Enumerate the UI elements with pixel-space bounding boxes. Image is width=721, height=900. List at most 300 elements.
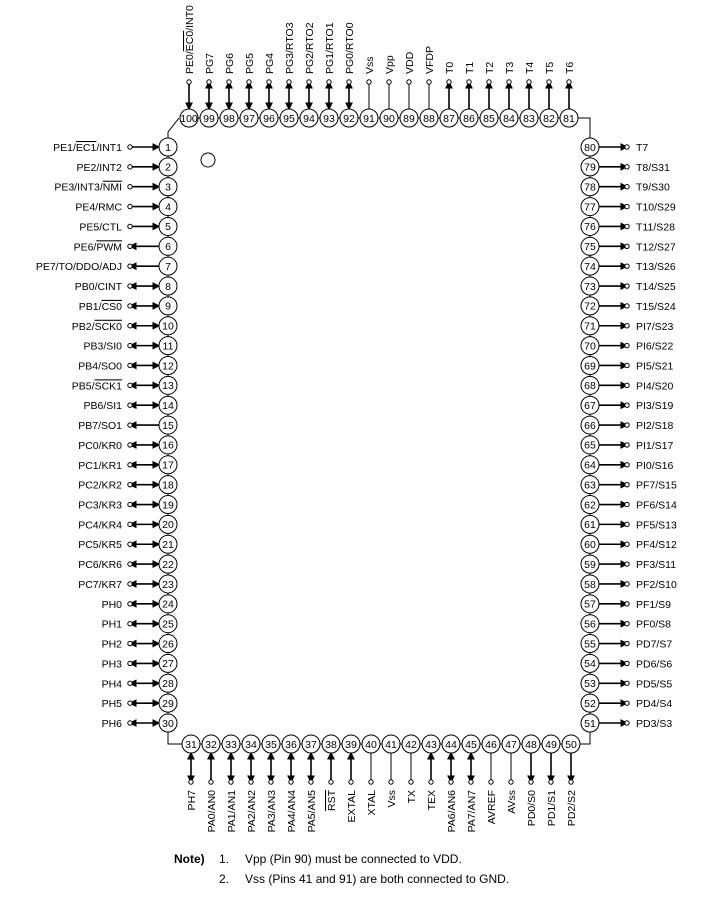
terminal-icon <box>128 522 132 526</box>
pin-label: PB1/CS0 <box>78 300 122 313</box>
pin-number: 13 <box>162 380 174 393</box>
pin-label: PB2/SCK0 <box>71 320 122 333</box>
terminal-icon <box>128 324 132 328</box>
terminal-icon <box>128 343 132 347</box>
terminal-icon <box>625 324 629 328</box>
pin-label: T12/S27 <box>636 241 676 254</box>
pin-number: 12 <box>162 360 174 373</box>
terminal-icon <box>625 343 629 347</box>
terminal-icon <box>128 443 132 447</box>
pin-label: T11/S28 <box>636 221 675 234</box>
terminal-icon <box>128 621 132 625</box>
pin-number: 29 <box>162 697 174 710</box>
pin-number: 10 <box>162 320 174 333</box>
pin-number: 69 <box>584 360 596 373</box>
note-text: Vss (Pins 41 and 91) are both connected to GND. <box>245 872 510 886</box>
pin-label: PC6/KR6 <box>78 559 122 572</box>
pin-label: PB5/SCK1 <box>71 380 122 393</box>
terminal-icon <box>625 403 629 407</box>
pin-number: 41 <box>385 738 397 751</box>
pin-label: PI0/S16 <box>636 459 674 472</box>
pin-number: 78 <box>584 181 596 194</box>
pin-label: PD6/S6 <box>636 658 673 671</box>
pin-36 <box>282 735 300 832</box>
pin-number: 42 <box>405 738 417 751</box>
pin-92 <box>340 22 358 127</box>
pin-label: PD1/S1 <box>546 790 558 827</box>
terminal-icon <box>625 542 629 546</box>
pin-100 <box>180 5 198 127</box>
pin-number: 84 <box>503 112 515 125</box>
pin-58 <box>581 575 677 593</box>
terminal-icon <box>625 244 629 248</box>
pin-label: PB6/SI1 <box>83 400 122 413</box>
terminal-icon <box>128 661 132 665</box>
pin-99 <box>200 53 218 127</box>
pin-label: T0 <box>444 61 456 74</box>
terminal-icon <box>128 542 132 546</box>
pin-number: 32 <box>205 738 217 751</box>
pin-68 <box>581 376 674 394</box>
pin-56 <box>581 615 671 633</box>
pin-label: PE4/RMC <box>75 201 122 214</box>
terminal-icon <box>487 80 491 84</box>
pin-14 <box>83 396 177 414</box>
terminal-icon <box>128 423 132 427</box>
terminal-icon <box>128 185 132 189</box>
pin-19 <box>78 496 177 514</box>
terminal-icon <box>128 165 132 169</box>
pin-label: PE2/INT2 <box>76 161 122 174</box>
pin-67 <box>581 396 674 414</box>
pin-47 <box>502 735 520 814</box>
terminal-icon <box>527 80 531 84</box>
pin-label: PC7/KR7 <box>78 578 122 591</box>
pin-label: PG4 <box>264 52 276 74</box>
terminal-icon <box>209 780 213 784</box>
pin-20 <box>78 515 177 533</box>
pin-label: PE5/CTL <box>79 221 122 234</box>
terminal-icon <box>507 80 511 84</box>
pin-number: 37 <box>305 738 317 751</box>
terminal-icon <box>467 80 471 84</box>
terminal-icon <box>287 80 291 84</box>
terminal-icon <box>625 443 629 447</box>
pin-78 <box>581 178 670 196</box>
pin-number: 39 <box>345 738 357 751</box>
pin-61 <box>581 515 677 533</box>
terminal-icon <box>509 780 513 784</box>
pin-74 <box>581 257 676 275</box>
pin-33 <box>222 735 240 832</box>
pin-number: 79 <box>584 161 596 174</box>
pin-number: 20 <box>162 519 174 532</box>
pin-number: 17 <box>162 459 174 472</box>
pin-10 <box>72 317 177 335</box>
pin-number: 51 <box>584 717 596 730</box>
pin-label: VDD <box>404 51 416 74</box>
pin-number: 23 <box>162 578 174 591</box>
terminal-icon <box>367 80 371 84</box>
pin-label: EXTAL <box>346 790 358 823</box>
pin-label: T4 <box>524 61 536 74</box>
pin-number: 11 <box>162 340 174 353</box>
pin-label: RST <box>326 790 338 811</box>
pin-48 <box>522 735 540 826</box>
pin-69 <box>581 356 674 374</box>
pin-number: 22 <box>162 558 174 571</box>
pin-number: 76 <box>584 221 596 234</box>
pin-50 <box>562 735 580 826</box>
pin-number: 71 <box>584 320 596 333</box>
pin-label: PH6 <box>101 718 122 730</box>
terminal-icon <box>349 780 353 784</box>
pin-number: 31 <box>185 738 197 751</box>
terminal-icon <box>447 80 451 84</box>
pin-label: TEX <box>426 790 438 811</box>
pin-number: 88 <box>423 112 435 125</box>
pin-55 <box>581 635 672 653</box>
pin-46 <box>482 735 500 824</box>
pin-77 <box>581 198 676 216</box>
terminal-icon <box>128 502 132 506</box>
pin-number: 57 <box>584 598 596 611</box>
pin-25 <box>102 615 177 633</box>
terminal-icon <box>449 780 453 784</box>
pin-label: PE1/EC1/INT1 <box>53 142 122 154</box>
pin-label: PG1/RTO1 <box>324 22 336 74</box>
pin-label: PH4 <box>101 678 122 691</box>
pin-number: 91 <box>363 112 375 125</box>
terminal-icon <box>229 780 233 784</box>
pin-number: 83 <box>523 112 535 125</box>
pin-24 <box>102 595 177 613</box>
pin-number: 8 <box>165 280 171 293</box>
pin-label: T15/S24 <box>636 300 676 313</box>
pin-90 <box>380 55 398 127</box>
pin-number: 45 <box>465 738 477 751</box>
terminal-icon <box>307 80 311 84</box>
pin-57 <box>581 595 671 613</box>
terminal-icon <box>128 264 132 268</box>
pin-number: 55 <box>584 638 596 651</box>
pin-label: T10/S29 <box>636 201 676 214</box>
pin-37 <box>302 735 320 832</box>
bottom-pin-row <box>182 735 580 832</box>
pin-75 <box>581 237 676 255</box>
pin-12 <box>78 356 177 374</box>
pin-7 <box>36 257 177 275</box>
terminal-icon <box>387 80 391 84</box>
terminal-icon <box>625 602 629 606</box>
pin-label: PB3/SI0 <box>83 340 122 353</box>
terminal-icon <box>625 185 629 189</box>
pin-39 <box>342 735 360 822</box>
pin-number: 100 <box>180 112 198 125</box>
pin-label: PC2/KR2 <box>78 479 122 492</box>
pin-label: T6 <box>564 61 576 74</box>
pin-number: 4 <box>165 201 171 214</box>
pin-label: PB4/SO0 <box>78 360 122 373</box>
terminal-icon <box>625 681 629 685</box>
terminal-icon <box>407 80 411 84</box>
pin-number: 80 <box>584 141 596 154</box>
pin-label: T13/S26 <box>636 261 676 274</box>
terminal-icon <box>625 522 629 526</box>
pin-number: 60 <box>584 539 596 552</box>
top-pin-row <box>180 5 578 127</box>
pin-number: 59 <box>584 558 596 571</box>
terminal-icon <box>625 502 629 506</box>
pin-83 <box>520 62 538 127</box>
terminal-icon <box>327 80 331 84</box>
pin-label: AVss <box>506 790 518 814</box>
pin-number: 18 <box>162 479 174 492</box>
terminal-icon <box>567 80 571 84</box>
pin-76 <box>581 217 675 235</box>
pin-number: 54 <box>584 658 596 671</box>
pin-number: 93 <box>323 112 335 125</box>
terminal-icon <box>128 582 132 586</box>
pin-label: T7 <box>636 142 649 154</box>
terminal-icon <box>625 482 629 486</box>
pin-62 <box>581 496 677 514</box>
pin-number: 64 <box>584 459 596 472</box>
terminal-icon <box>625 721 629 725</box>
pin-label: PC3/KR3 <box>78 499 122 512</box>
terminal-icon <box>329 780 333 784</box>
right-pin-row <box>581 138 677 732</box>
pin-51 <box>581 714 672 732</box>
pin-label: PH3 <box>101 658 122 671</box>
terminal-icon <box>625 463 629 467</box>
pin-96 <box>260 53 278 127</box>
pin-81 <box>560 62 578 127</box>
pin-72 <box>581 297 676 315</box>
terminal-icon <box>625 423 629 427</box>
pin-label: Vss <box>386 790 398 808</box>
terminal-icon <box>247 80 251 84</box>
pin-64 <box>581 456 674 474</box>
pin-number: 72 <box>584 300 596 313</box>
terminal-icon <box>625 383 629 387</box>
pin-18 <box>78 476 177 494</box>
pin-label: PG2/RTO2 <box>304 22 316 74</box>
pin-label: PG5 <box>244 52 256 74</box>
pin-38 <box>322 735 340 811</box>
terminal-icon <box>128 363 132 367</box>
pin-number: 2 <box>165 161 171 174</box>
pin-label: PA6/AN6 <box>446 790 458 833</box>
pin-label: PI4/S20 <box>636 380 674 393</box>
terminal-icon <box>625 701 629 705</box>
terminal-icon <box>625 204 629 208</box>
pin-label: PI3/S19 <box>636 400 674 413</box>
pin-number: 68 <box>584 380 596 393</box>
pin-label: Vss <box>364 56 376 74</box>
note-index: 2. <box>219 872 230 886</box>
pin-9 <box>79 297 177 315</box>
pin-label: PG7 <box>204 52 216 74</box>
terminal-icon <box>625 284 629 288</box>
pin-5 <box>79 217 177 235</box>
pin-number: 43 <box>425 738 437 751</box>
pin-label: PE6/PWM <box>73 241 122 254</box>
terminal-icon <box>128 681 132 685</box>
pin-84 <box>500 62 518 127</box>
pin-label: PE7/TO/DDO/ADJ <box>35 261 122 274</box>
pin-54 <box>581 654 672 672</box>
pin-label: TX <box>406 790 418 804</box>
pin-number: 30 <box>162 717 174 730</box>
pin-label: T2 <box>484 61 496 74</box>
pin-31 <box>182 735 200 810</box>
pin-label: PF0/S8 <box>636 618 672 631</box>
terminal-icon <box>625 145 629 149</box>
terminal-icon <box>347 80 351 84</box>
pin-number: 61 <box>584 519 596 532</box>
pin-label: PA7/AN7 <box>466 790 478 833</box>
pin-label: PH1 <box>101 618 122 631</box>
pin-label: PI2/S18 <box>636 420 674 433</box>
terminal-icon <box>389 780 393 784</box>
terminal-icon <box>227 80 231 84</box>
pin-label: PA1/AN1 <box>226 790 238 833</box>
terminal-icon <box>489 780 493 784</box>
pin-label: PA3/AN3 <box>266 790 278 833</box>
pin-35 <box>262 735 280 832</box>
pin-number: 99 <box>203 112 215 125</box>
pin-73 <box>581 277 676 295</box>
pin-23 <box>78 575 177 593</box>
pin-number: 38 <box>325 738 337 751</box>
pin-label: PA2/AN2 <box>246 790 258 833</box>
pin-label: PE0/EC0/INT0 <box>184 5 196 74</box>
pin-17 <box>78 456 177 474</box>
pin-27 <box>102 654 177 672</box>
pin-label: T8/S31 <box>636 161 670 174</box>
pin-number: 98 <box>223 112 235 125</box>
pin-label: PI1/S17 <box>636 439 674 452</box>
pin-70 <box>581 337 674 355</box>
pin-label: T1 <box>464 61 476 74</box>
pin-number: 56 <box>584 618 596 631</box>
pin-number: 35 <box>265 738 277 751</box>
pin-42 <box>402 735 420 803</box>
terminal-icon <box>625 621 629 625</box>
pin-41 <box>382 735 400 808</box>
terminal-icon <box>569 780 573 784</box>
pin-15 <box>78 416 177 434</box>
pin-label: PI6/S22 <box>636 340 674 353</box>
pin-59 <box>581 555 676 573</box>
pin-80 <box>581 138 648 156</box>
pin-number: 66 <box>584 419 596 432</box>
terminal-icon <box>128 145 132 149</box>
pin-number: 50 <box>565 738 577 751</box>
pin-label: T3 <box>504 61 516 74</box>
pin-40 <box>362 735 380 815</box>
pin-97 <box>240 53 258 127</box>
pin-number: 52 <box>584 697 596 710</box>
pin-number: 58 <box>584 578 596 591</box>
pin-label: PF3/S11 <box>636 559 677 572</box>
pin-label: PD3/S3 <box>636 718 673 730</box>
pin-44 <box>442 735 460 832</box>
pin-label: PI5/S21 <box>636 360 674 373</box>
pin-number: 36 <box>285 738 297 751</box>
pin-93 <box>320 22 338 127</box>
pin-number: 33 <box>225 738 237 751</box>
pin-number: 81 <box>563 112 575 125</box>
terminal-icon <box>128 284 132 288</box>
terminal-icon <box>128 224 132 228</box>
pin-number: 6 <box>165 241 171 254</box>
pin-label: AVREF <box>486 790 498 825</box>
pin-number: 34 <box>245 738 257 751</box>
pin-53 <box>581 674 672 692</box>
terminal-icon <box>249 780 253 784</box>
terminal-icon <box>625 641 629 645</box>
pin-number: 19 <box>162 499 174 512</box>
pin-number: 85 <box>483 112 495 125</box>
pin-4 <box>75 198 177 216</box>
pin-label: Vpp <box>384 55 396 74</box>
pin-16 <box>78 436 177 454</box>
terminal-icon <box>547 80 551 84</box>
pin-number: 96 <box>263 112 275 125</box>
pin-63 <box>581 476 677 494</box>
pin-85 <box>480 62 498 127</box>
terminal-icon <box>128 403 132 407</box>
pin-34 <box>242 735 260 832</box>
pin-label: PF7/S15 <box>636 479 677 492</box>
pin-91 <box>360 56 378 127</box>
pin-number: 5 <box>165 221 171 234</box>
pin-89 <box>400 51 418 127</box>
terminal-icon <box>128 562 132 566</box>
pin-number: 97 <box>243 112 255 125</box>
pin-label: PD5/S5 <box>636 678 673 691</box>
pin-number: 86 <box>463 112 475 125</box>
terminal-icon <box>128 482 132 486</box>
pin-label: PF5/S13 <box>636 519 677 532</box>
pin-label: PB7/SO1 <box>78 420 122 433</box>
pin-label: PA0/AN0 <box>206 790 218 833</box>
pin-21 <box>78 535 177 553</box>
pin-label: PC0/KR0 <box>78 439 122 452</box>
pin-60 <box>581 535 677 553</box>
pin-label: XTAL <box>366 790 378 816</box>
pin-66 <box>581 416 674 434</box>
left-pin-row <box>36 138 177 732</box>
pin-number: 48 <box>525 738 537 751</box>
pin-3 <box>54 178 177 196</box>
pin-label: PA5/AN5 <box>306 790 318 833</box>
pin-79 <box>581 158 670 176</box>
terminal-icon <box>128 641 132 645</box>
pin-label: PA4/AN4 <box>286 790 298 833</box>
pin-6 <box>74 237 177 255</box>
pin-8 <box>75 277 177 295</box>
pin-number: 73 <box>584 280 596 293</box>
pin-label: PG6 <box>224 52 236 74</box>
pin-26 <box>102 635 177 653</box>
terminal-icon <box>289 780 293 784</box>
terminal-icon <box>625 562 629 566</box>
pin-88 <box>420 46 438 127</box>
pin-label: PD0/S0 <box>526 790 538 827</box>
